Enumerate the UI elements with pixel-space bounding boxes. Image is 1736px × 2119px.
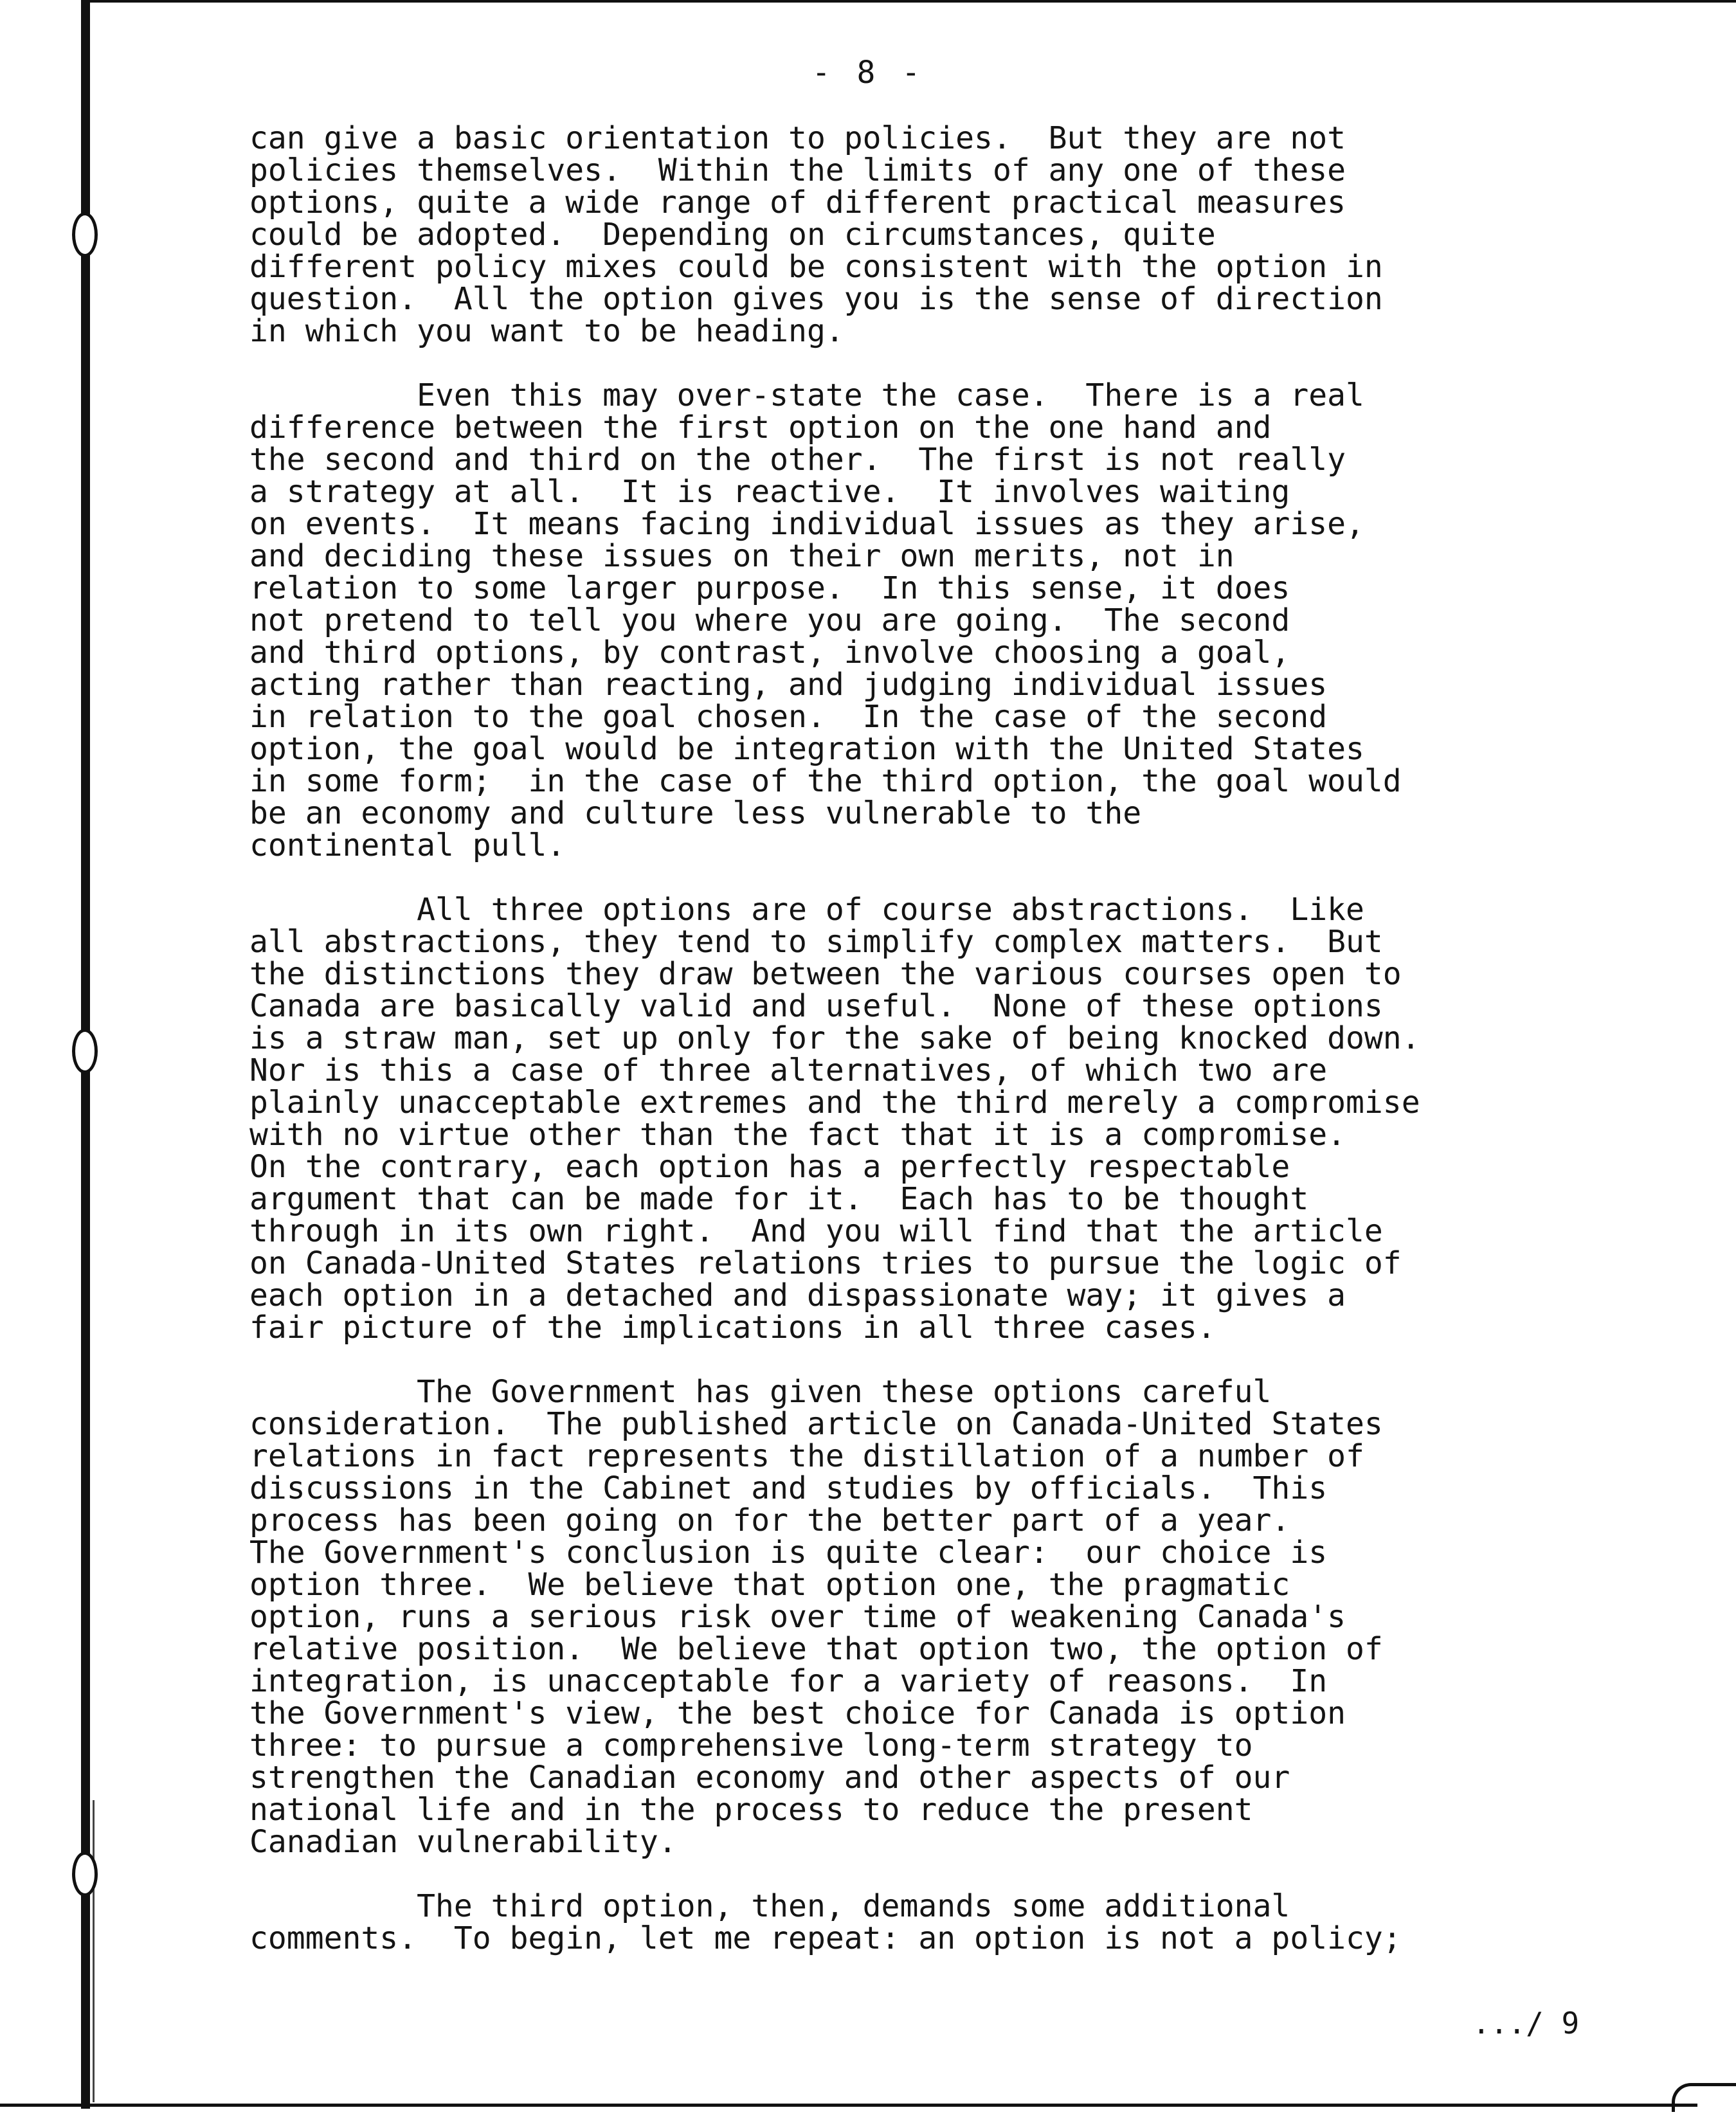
page-bottom-edge xyxy=(0,2104,1697,2107)
document-body xyxy=(249,122,1703,1987)
continuation-marker: .../ 9 xyxy=(1472,2006,1580,2041)
binder-ring xyxy=(72,1029,98,1074)
page-corner-mark xyxy=(1672,2083,1736,2112)
binder-ring xyxy=(72,212,98,257)
paragraph: Even this may over-state the case. There is a real difference between the first option on the one hand and the second and third on the other. The first is not really a strategy at all. It is reactive. It involves waiting on events. It means facing individual issues as they arise, and deciding these issues on their own merits, not in relation to some larger purpose. In this sense, it does not pretend to tell you where you are going. The second and third options, by contrast, involve choosing a goal, acting rather than reacting, and judging individual issues in relation to the goal chosen. In the case of the second option, the goal would be integration with the United States in some form; in the case of the third option, the goal would be an economy and culture less vulnerable to the continental pull. xyxy=(249,377,1402,863)
paragraph: The third option, then, demands some additional comments. To begin, let me repeat: an option is not a policy; xyxy=(249,1888,1402,1956)
paragraph: The Government has given these options careful consideration. The published article on Canada-United States relations in fact represents the distillation of a number of discussions in the Cabinet and studies by officials. This process has been going on for the better part of a year. The Government's conclusion is quite clear: our choice is option three. We believe that option one, the pragmatic option, runs a serious risk over time of weakening Canada's relative position. We believe that option two, the option of integration, is unacceptable for a variety of reasons. In the Government's view, the best choice for Canada is option three: to pursue a comprehensive long-term strategy to strengthen the Canadian economy and other aspects of our national life and in the process to reduce the present Canadian vulnerability. xyxy=(249,1374,1383,1860)
paragraph: can give a basic orientation to policies. But they are not policies themselves. Within the limits of any one of these options, quite a wide range of different practical measures could be adopted. Depending on circumstances, quite different policy mixes could be consistent with the option in question. All the option gives you is the sense of direction in which you want to be heading. xyxy=(249,120,1383,349)
binding-edge-inner xyxy=(93,1800,95,2102)
page-number: - 8 - xyxy=(811,55,925,91)
page-top-edge xyxy=(84,0,1736,3)
paragraph: All three options are of course abstractions. Like all abstractions, they tend to simplify complex matters. But the distinctions they draw between the various courses open to Canada are basically valid and useful. None of these options is a straw man, set up only for the sake of being knocked down. Nor is this a case of three alternatives, of which two are plainly unacceptable extremes and the third merely a compromise with no virtue other than the fact that it is a compromise. On the contrary, each option has a perfectly respectable argument that can be made for it. Each has to be thought through in its own right. And you will find that the article on Canada-United States relations tries to pursue the logic of each option in a detached and dispassionate way; it gives a fair picture of the implications in all three cases. xyxy=(249,892,1420,1346)
binder-ring xyxy=(72,1852,98,1897)
